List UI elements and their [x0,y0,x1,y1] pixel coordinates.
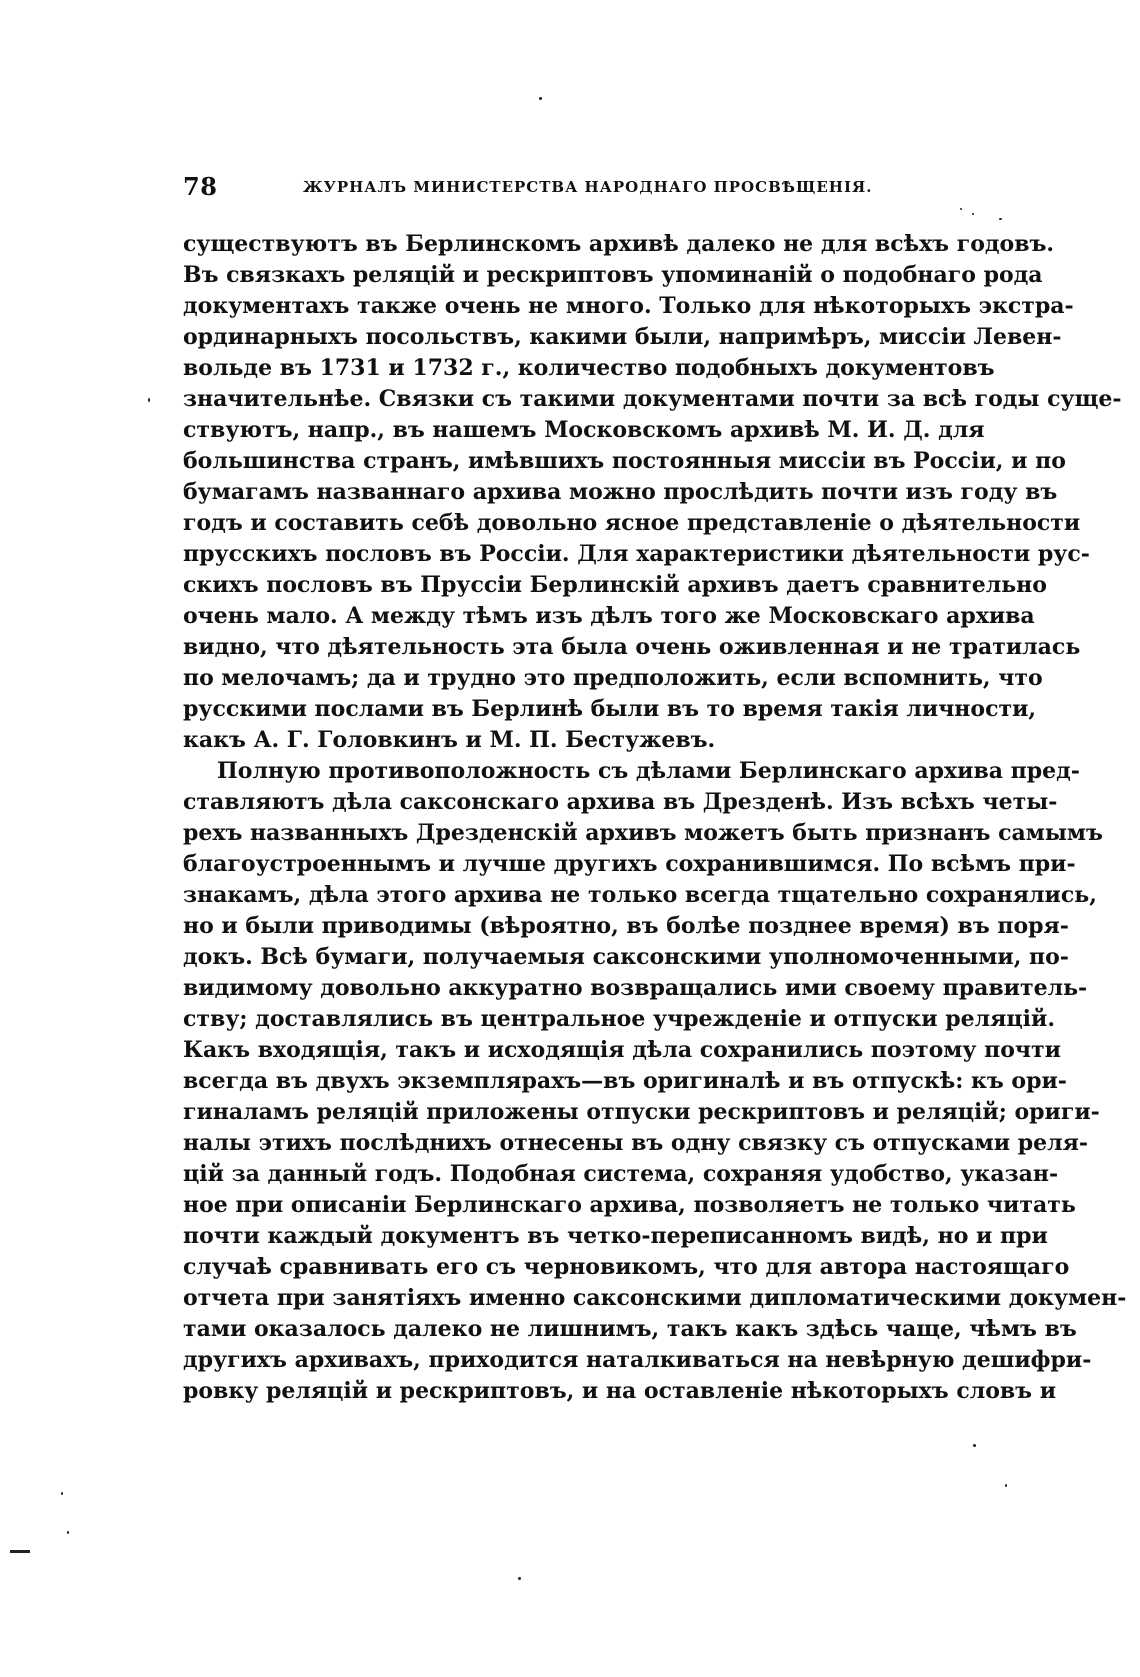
text-line: Полную противоположность съ дѣлами Берлинскаго архива пред- [217,758,1080,784]
text-line: бумагамъ названнаго архива можно прослѣдить почти изъ году въ [183,479,1058,505]
text-line: прусскихъ пословъ въ Россіи. Для характеристики дѣятельности рус- [183,541,1090,567]
text-line: случаѣ сравнивать его съ черновикомъ, что для автора настоящаго [183,1254,1070,1280]
scan-speck [61,1492,63,1495]
scan-speck [1005,1484,1007,1487]
text-line: благоустроеннымъ и лучше другихъ сохранившимся. По всѣмъ при- [183,851,1076,877]
paragraph-2 [183,756,1127,1407]
scan-speck [539,97,542,100]
scan-speck [148,398,150,402]
text-line: цій за данный годъ. Подобная система, сохраняя удобство, указан- [183,1161,1059,1187]
text-line: Какъ входящія, такъ и исходящія дѣла сохранились поэтому почти [183,1037,1061,1063]
text-line: но и были приводимы (вѣроятно, въ болѣе позднее время) въ поря- [183,913,1069,939]
text-line: всегда въ двухъ экземплярахъ—въ оригиналѣ и въ отпускѣ: къ ори- [183,1068,1067,1094]
text-line: Въ связкахъ реляцій и рескриптовъ упоминаній о подобнаго рода [183,262,1043,288]
text-line: вольде въ 1731 и 1732 г., количество подобныхъ документовъ [183,355,995,381]
scan-speck [960,208,962,210]
text-line: ординарныхъ посольствъ, какими были, напримѣръ, миссіи Левен- [183,324,1062,350]
text-line: тами оказалось далеко не лишнимъ, такъ какъ здѣсь чаще, чѣмъ въ [183,1316,1077,1342]
text-line: ставляютъ дѣла саксонскаго архива въ Дрезденѣ. Изъ всѣхъ четы- [183,789,1058,815]
page-number: 78 [183,172,218,201]
running-title: ЖУРНАЛЪ МИНИСТЕРСТВА НАРОДНАГО ПРОСВѢЩЕНІЯ. [303,178,873,196]
text-line: русскими послами въ Берлинѣ были въ то время такія личности, [183,696,1037,722]
text-line: гиналамъ реляцій приложены отпуски рескриптовъ и реляцій; ориги- [183,1099,1100,1125]
text-line: знакамъ, дѣла этого архива не только всегда тщательно сохранялись, [183,882,1097,908]
text-line: ровку реляцій и рескриптовъ, и на оставленіе нѣкоторыхъ словъ и [183,1378,1057,1404]
scan-dash-mark [10,1550,30,1553]
text-line: почти каждый документъ въ четко-переписанномъ видѣ, но и при [183,1223,1048,1249]
text-line: годъ и составить себѣ довольно ясное представленіе о дѣятельности [183,510,1081,536]
text-line: какъ А. Г. Головкинъ и М. П. Бестужевъ. [183,727,716,753]
scan-speck [973,1444,976,1447]
scan-speck [518,1577,521,1580]
body-text [183,229,1127,1407]
paragraph-1 [183,229,1122,756]
scan-speck [999,218,1002,220]
text-line: другихъ архивахъ, приходится наталкиваться на невѣрную дешифри- [183,1347,1092,1373]
scan-speck [972,213,974,215]
scan-speck [67,1531,69,1534]
page-header [183,172,973,202]
text-line: документахъ также очень не много. Только для нѣкоторыхъ экстра- [183,293,1074,319]
text-line: видимому довольно аккуратно возвращались ими своему правитель- [183,975,1088,1001]
text-line: видно, что дѣятельность эта была очень оживленная и не тратилась [183,634,1081,660]
text-line: отчета при занятіяхъ именно саксонскими дипломатическими докумен- [183,1285,1127,1311]
text-line: по мелочамъ; да и трудно это предположить, если вспомнить, что [183,665,1043,691]
text-line: докъ. Всѣ бумаги, получаемыя саксонскими уполномоченными, по- [183,944,1069,970]
text-line: налы этихъ послѣднихъ отнесены въ одну связку съ отпусками реля- [183,1130,1089,1156]
text-line: ству; доставлялись въ центральное учрежденіе и отпуски реляцій. [183,1006,1055,1032]
text-line: скихъ пословъ въ Пруссіи Берлинскій архивъ даетъ сравнительно [183,572,1047,598]
text-line: большинства странъ, имѣвшихъ постоянныя миссіи въ Россіи, и по [183,448,1066,474]
text-line: ствуютъ, напр., въ нашемъ Московскомъ архивѣ М. И. Д. для [183,417,985,443]
text-line: значительнѣе. Связки съ такими документами почти за всѣ годы суще- [183,386,1122,412]
text-line: рехъ названныхъ Дрезденскій архивъ можетъ быть признанъ самымъ [183,820,1103,846]
text-line: очень мало. А между тѣмъ изъ дѣлъ того же Московскаго архива [183,603,1035,629]
text-line: существуютъ въ Берлинскомъ архивѣ далеко не для всѣхъ годовъ. [183,231,1055,257]
text-line: ное при описаніи Берлинскаго архива, позволяетъ не только читать [183,1192,1076,1218]
